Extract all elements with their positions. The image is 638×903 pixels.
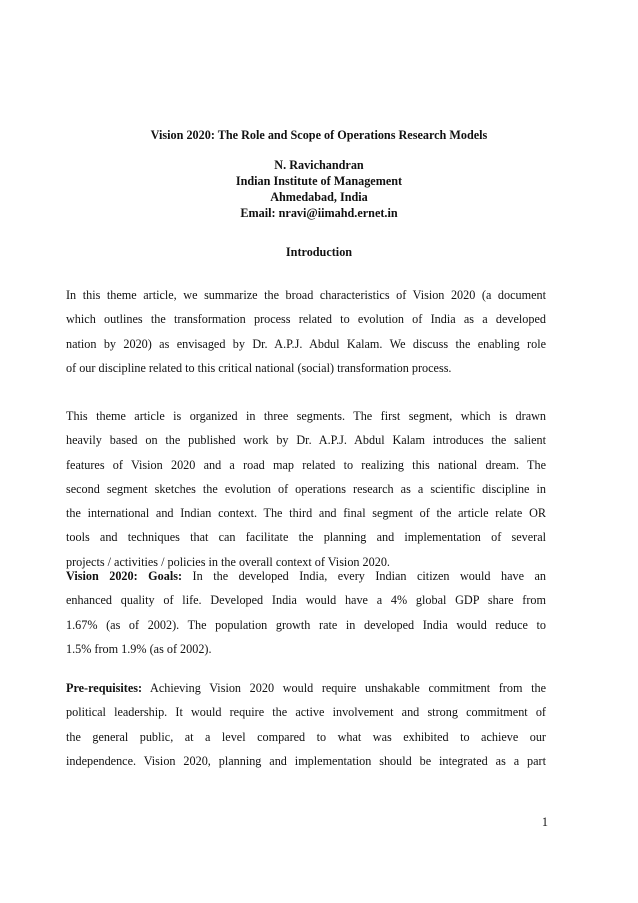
text-line: This theme article is organized in three segments. The first segment, which is drawn <box>66 409 546 423</box>
prerequisites-line-text: Achieving Vision 2020 would require unshakable commitment from the <box>142 681 546 695</box>
text-line: political leadership. It would require the active involvement and strong commitment of <box>66 705 546 720</box>
text-line <box>66 564 546 588</box>
author-affiliation: Indian Institute of Management <box>235 174 403 188</box>
paper-title: Vision 2020: The Role and Scope of Operations Research Models <box>150 128 488 142</box>
text-line: which outlines the transformation process related to evolution of India as a developed <box>66 312 546 327</box>
goals-lead: Vision 2020: Goals: <box>66 569 183 583</box>
paragraph-organization <box>66 404 546 574</box>
goals-line-text: In the developed India, every Indian citizen would have an <box>182 569 546 583</box>
text-line: tools and techniques that can facilitate the planning and implementation of several <box>66 530 546 545</box>
author-block <box>0 157 638 221</box>
text-line: In this theme article, we summarize the broad characteristics of Vision 2020 (a document <box>66 288 546 302</box>
text-line: nation by 2020) as envisaged by Dr. A.P.J. Abdul Kalam. We discuss the enabling role <box>66 336 546 351</box>
text-line: heavily based on the published work by Dr. A.P.J. Abdul Kalam introduces the salient <box>66 433 546 448</box>
page-number: 1 <box>541 815 548 829</box>
text-line: enhanced quality of life. Developed India would have a 4% global GDP share from <box>66 593 546 608</box>
text-line: 1.67% (as of 2002). The population growth rate in developed India would reduce to <box>66 617 546 632</box>
author-name: N. Ravichandran <box>274 158 364 172</box>
section-heading-introduction: Introduction <box>285 245 353 259</box>
paragraph-intro <box>66 283 546 380</box>
text-line: 1.5% from 1.9% (as of 2002). <box>66 641 212 656</box>
text-line: second segment sketches the evolution of operations research as a scientific discipline in <box>66 481 546 496</box>
prerequisites-lead: Pre-requisites: <box>66 681 143 695</box>
author-location: Ahmedabad, India <box>270 190 368 204</box>
text-line <box>66 676 546 700</box>
text-line: the general public, at a level compared to what was exhibited to achieve our <box>66 729 546 744</box>
text-line: features of Vision 2020 and a road map related to realizing this national dream. The <box>66 457 546 472</box>
paragraph-prerequisites <box>66 676 546 773</box>
text-line: projects / activities / policies in the overall context of Vision 2020. <box>66 554 390 569</box>
text-line: of our discipline related to this critical national (social) transformation process. <box>66 360 452 375</box>
author-email: Email: nravi@iimahd.ernet.in <box>240 206 398 220</box>
paragraph-goals <box>66 564 546 661</box>
text-line: the international and Indian context. The third and final segment of the article relate OR <box>66 506 546 521</box>
text-line: independence. Vision 2020, planning and implementation should be integrated as a part <box>66 753 546 768</box>
